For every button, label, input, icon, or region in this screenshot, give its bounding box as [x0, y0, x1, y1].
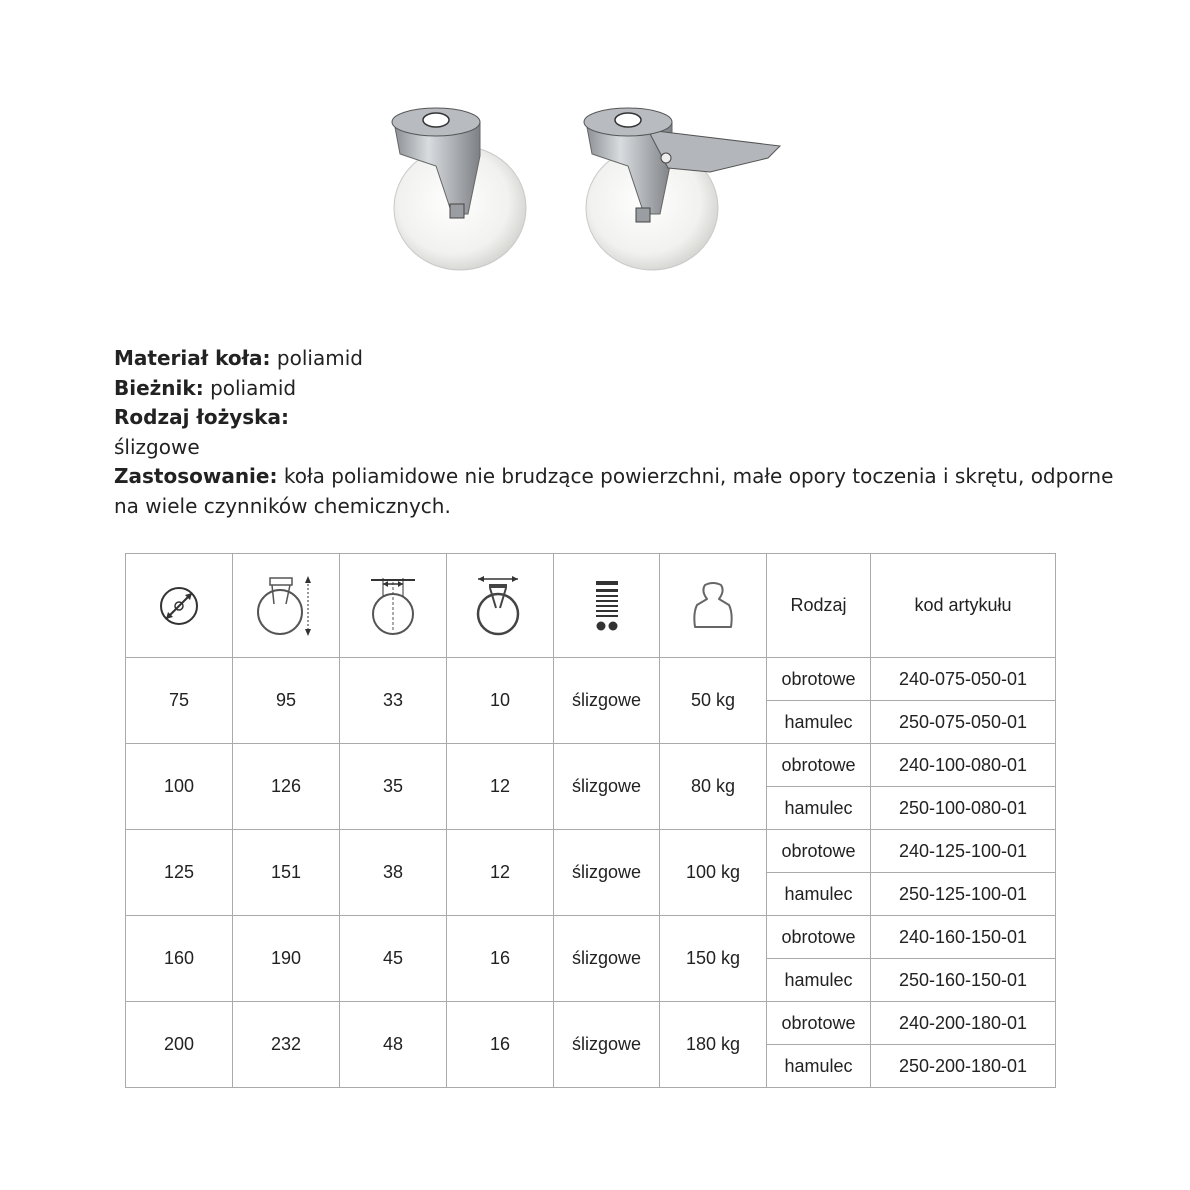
- brake-castor-image: [584, 108, 780, 270]
- cell-bearing: ślizgowe: [554, 830, 660, 916]
- cell-width: 38: [340, 830, 447, 916]
- cell-height: 190: [233, 916, 340, 1002]
- cell-type: hamulec: [767, 959, 871, 1002]
- cell-code: 250-200-180-01: [871, 1045, 1056, 1088]
- cell-type: obrotowe: [767, 830, 871, 873]
- cell-load: 80 kg: [660, 744, 767, 830]
- cell-code: 250-100-080-01: [871, 787, 1056, 830]
- table-row: [126, 916, 1056, 959]
- header-article-code: kod artykułu: [871, 554, 1056, 658]
- cell-width: 33: [340, 658, 447, 744]
- table-row: [126, 830, 1056, 873]
- cell-diameter: 75: [126, 658, 233, 744]
- table-row: [126, 658, 1056, 701]
- specification-table: [125, 553, 1056, 1088]
- load-capacity-icon: [691, 581, 735, 631]
- cell-width: 45: [340, 916, 447, 1002]
- cell-bearing: ślizgowe: [554, 744, 660, 830]
- header-width: [340, 554, 447, 658]
- cell-type: hamulec: [767, 701, 871, 744]
- cell-hole: 10: [447, 658, 554, 744]
- cell-load: 50 kg: [660, 658, 767, 744]
- cell-code: 240-200-180-01: [871, 1002, 1056, 1045]
- product-photo: [380, 96, 800, 276]
- cell-width: 48: [340, 1002, 447, 1088]
- wheel-diameter-icon: [157, 584, 201, 628]
- cell-height: 151: [233, 830, 340, 916]
- bolt-hole-icon: [474, 574, 526, 638]
- cell-height: 126: [233, 744, 340, 830]
- header-bolt-hole: [447, 554, 554, 658]
- cell-type: obrotowe: [767, 658, 871, 701]
- spec-bearing-value: ślizgowe: [114, 434, 200, 459]
- product-specs: [114, 344, 1114, 521]
- cell-code: 250-160-150-01: [871, 959, 1056, 1002]
- cell-width: 35: [340, 744, 447, 830]
- table-row: [126, 744, 1056, 787]
- header-bearing: [554, 554, 660, 658]
- cell-load: 150 kg: [660, 916, 767, 1002]
- wheel-width-icon: [369, 574, 417, 638]
- cell-bearing: ślizgowe: [554, 1002, 660, 1088]
- header-diameter: [126, 554, 233, 658]
- cell-bearing: ślizgowe: [554, 658, 660, 744]
- cell-type: obrotowe: [767, 916, 871, 959]
- cell-hole: 16: [447, 1002, 554, 1088]
- swivel-castor-image: [392, 108, 526, 270]
- cell-diameter: 125: [126, 830, 233, 916]
- header-height: [233, 554, 340, 658]
- header-type: Rodzaj: [767, 554, 871, 658]
- cell-type: hamulec: [767, 1045, 871, 1088]
- cell-bearing: ślizgowe: [554, 916, 660, 1002]
- header-load: [660, 554, 767, 658]
- cell-hole: 16: [447, 916, 554, 1002]
- cell-code: 240-125-100-01: [871, 830, 1056, 873]
- cell-diameter: 160: [126, 916, 233, 1002]
- spec-tread: Bieżnik: poliamid: [114, 375, 297, 400]
- cell-load: 100 kg: [660, 830, 767, 916]
- cell-type: obrotowe: [767, 744, 871, 787]
- spec-usage: Zastosowanie: koła poliamidowe nie brudzące powierzchni, małe opory toczenia i skrętu, odporne na wiele czynników chemicznych.: [114, 464, 1114, 518]
- cell-type: hamulec: [767, 787, 871, 830]
- total-height-icon: [256, 574, 316, 638]
- cell-type: obrotowe: [767, 1002, 871, 1045]
- cell-load: 180 kg: [660, 1002, 767, 1088]
- bearing-type-icon: [595, 579, 619, 633]
- cell-hole: 12: [447, 744, 554, 830]
- cell-code: 250-125-100-01: [871, 873, 1056, 916]
- cell-code: 250-075-050-01: [871, 701, 1056, 744]
- spec-bearing-label: Rodzaj łożyska:: [114, 405, 289, 429]
- cell-code: 240-075-050-01: [871, 658, 1056, 701]
- cell-code: 240-100-080-01: [871, 744, 1056, 787]
- table-header-row: [126, 554, 1056, 658]
- cell-code: 240-160-150-01: [871, 916, 1056, 959]
- table-row: [126, 1002, 1056, 1045]
- cell-type: hamulec: [767, 873, 871, 916]
- cell-diameter: 100: [126, 744, 233, 830]
- cell-height: 95: [233, 658, 340, 744]
- cell-diameter: 200: [126, 1002, 233, 1088]
- cell-hole: 12: [447, 830, 554, 916]
- cell-height: 232: [233, 1002, 340, 1088]
- spec-material: Materiał koła: poliamid: [114, 346, 363, 370]
